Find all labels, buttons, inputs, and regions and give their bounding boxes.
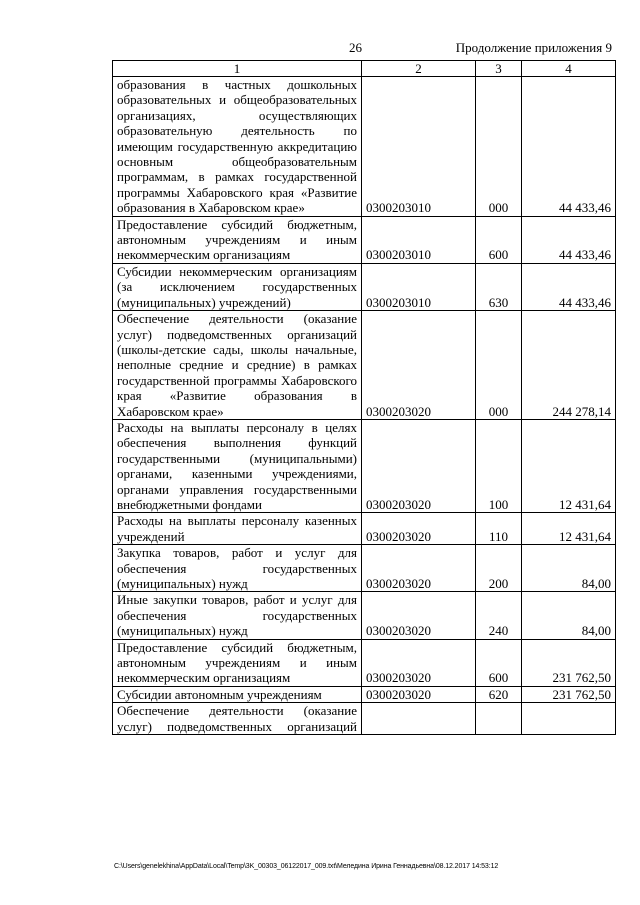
table-row <box>113 686 616 702</box>
column-header: 2 <box>362 61 476 77</box>
amount-cell: 84,00 <box>522 592 616 639</box>
table-row <box>113 513 616 545</box>
target-code-cell: 0300203010 <box>362 77 476 217</box>
table-row <box>113 703 616 735</box>
target-code-cell: 0300203020 <box>362 419 476 512</box>
row-name-cell: Предоставление субсидий бюджетным, автономным учреждениям и иным некоммерческим организациям <box>113 639 362 686</box>
expense-kind-cell <box>476 703 522 735</box>
expense-kind-cell: 630 <box>476 263 522 310</box>
row-name-cell: Иные закупки товаров, работ и услуг для обеспечения государственных (муниципальных) нужд <box>113 592 362 639</box>
target-code-cell: 0300203020 <box>362 311 476 420</box>
row-name-cell: Субсидии некоммерческим организациям (за исключением государственных (муниципальных) учреждений) <box>113 263 362 310</box>
row-name-cell: Расходы на выплаты персоналу в целях обеспечения выполнения функций государственными (муниципальными) органами, казенными учреждениями, органами управления государственными внебюджетными фондами <box>113 419 362 512</box>
amount-cell: 244 278,14 <box>522 311 616 420</box>
file-path-footer: C:\Users\genelekhina\AppData\Local\Temp\3K_00303_06122017_009.txt\Меледина Ирина Геннадьевна\08.12.2017 14:53:12 <box>114 863 499 870</box>
expense-kind-cell: 200 <box>476 545 522 592</box>
row-name-cell: образования в частных дошкольных образовательных и общеобразовательных организациях, осуществляющих образовательную деятельность по имеющим государственную аккредитацию основным общеобразовательным программам, в рамках государственной программы Хабаровского края «Развитие образования в Хабаровском крае» <box>113 77 362 217</box>
row-name-cell: Закупка товаров, работ и услуг для обеспечения государственных (муниципальных) нужд <box>113 545 362 592</box>
expense-kind-cell: 000 <box>476 311 522 420</box>
column-header: 4 <box>522 61 616 77</box>
expense-kind-cell: 110 <box>476 513 522 545</box>
header-row <box>113 61 616 77</box>
amount-cell: 44 433,46 <box>522 216 616 263</box>
column-header: 1 <box>113 61 362 77</box>
expense-kind-cell: 600 <box>476 639 522 686</box>
target-code-cell: 0300203020 <box>362 545 476 592</box>
target-code-cell: 0300203010 <box>362 263 476 310</box>
table-row <box>113 592 616 639</box>
expense-kind-cell: 240 <box>476 592 522 639</box>
row-name-cell: Обеспечение деятельности (оказание услуг) подведомственных организаций <box>113 703 362 735</box>
table-row <box>113 216 616 263</box>
page-number: 26 <box>349 40 362 55</box>
target-code-cell: 0300203020 <box>362 686 476 702</box>
amount-cell: 12 431,64 <box>522 513 616 545</box>
budget-table <box>112 60 616 735</box>
row-name-cell: Субсидии автономным учреждениям <box>113 686 362 702</box>
target-code-cell: 0300203020 <box>362 639 476 686</box>
amount-cell <box>522 703 616 735</box>
table-row <box>113 311 616 420</box>
amount-cell: 12 431,64 <box>522 419 616 512</box>
amount-cell: 44 433,46 <box>522 77 616 217</box>
expense-kind-cell: 100 <box>476 419 522 512</box>
continuation-label: Продолжение приложения 9 <box>455 40 612 55</box>
target-code-cell: 0300203020 <box>362 592 476 639</box>
row-name-cell: Обеспечение деятельности (оказание услуг) подведомственных организаций (школы-детские сады, школы начальные, неполные средние и средние) в рамках государственной программы Хабаровского края «Развитие образования в Хабаровском крае» <box>113 311 362 420</box>
row-name-cell: Расходы на выплаты персоналу казенных учреждений <box>113 513 362 545</box>
target-code-cell: 0300203020 <box>362 513 476 545</box>
amount-cell: 231 762,50 <box>522 639 616 686</box>
target-code-cell: 0300203010 <box>362 216 476 263</box>
column-header: 3 <box>476 61 522 77</box>
amount-cell: 84,00 <box>522 545 616 592</box>
expense-kind-cell: 620 <box>476 686 522 702</box>
table-row <box>113 77 616 217</box>
amount-cell: 231 762,50 <box>522 686 616 702</box>
expense-kind-cell: 000 <box>476 77 522 217</box>
row-name-cell: Предоставление субсидий бюджетным, автономным учреждениям и иным некоммерческим организациям <box>113 216 362 263</box>
table-row <box>113 639 616 686</box>
target-code-cell <box>362 703 476 735</box>
table-row <box>113 263 616 310</box>
expense-kind-cell: 600 <box>476 216 522 263</box>
table-row <box>113 545 616 592</box>
amount-cell: 44 433,46 <box>522 263 616 310</box>
table-row <box>113 419 616 512</box>
